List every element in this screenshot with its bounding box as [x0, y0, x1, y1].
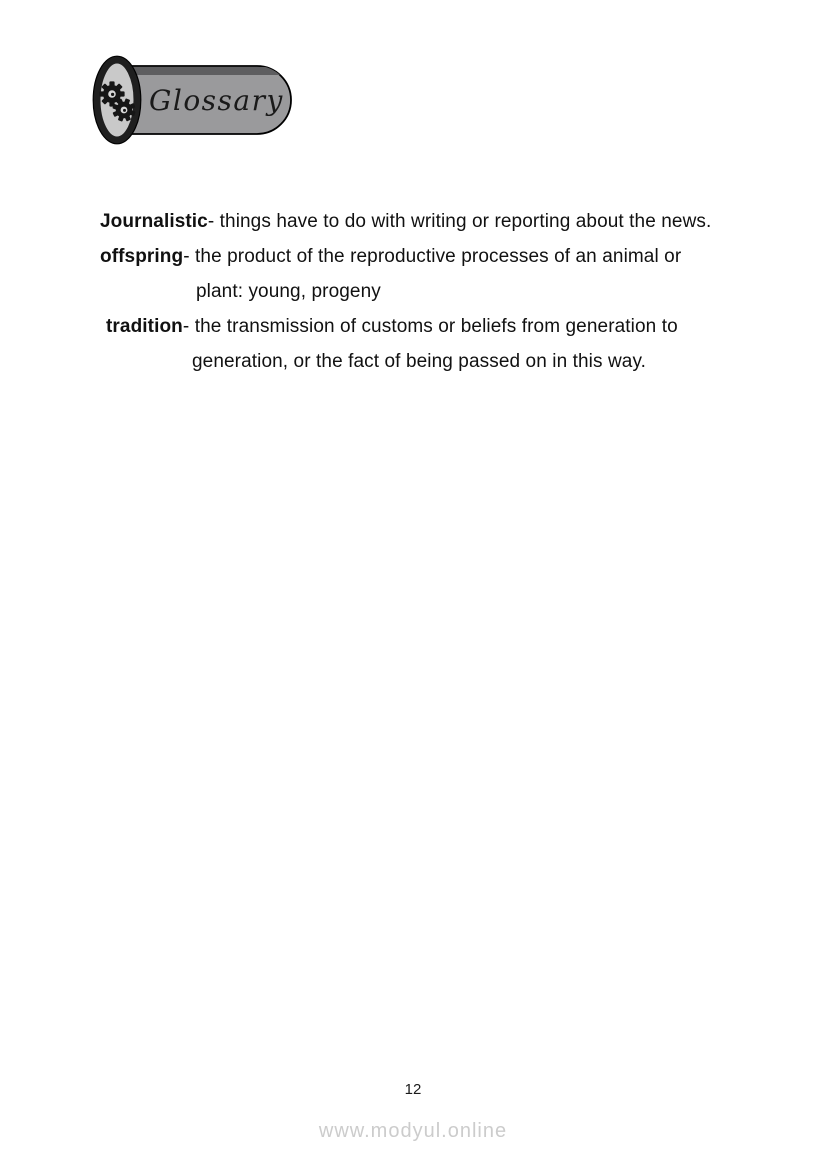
glossary-term: offspring [100, 246, 184, 267]
glossary-line [100, 274, 760, 309]
glossary-line [100, 309, 760, 344]
glossary-term: Journalistic [100, 211, 208, 232]
banner-title: Glossary [149, 84, 284, 117]
watermark: www.modyul.online [318, 1120, 508, 1142]
glossary-definition: - the product of the reproductive processes of an animal or [183, 246, 682, 267]
glossary-line [100, 344, 760, 379]
glossary-list [100, 204, 760, 379]
glossary-banner [85, 53, 307, 151]
glossary-definition: - the transmission of customs or beliefs from generation to [182, 316, 678, 337]
glossary-definition: generation, or the fact of being passed on in this way. [192, 351, 647, 372]
banner-top-band [117, 67, 291, 75]
glossary-term: tradition [106, 316, 183, 337]
glossary-definition: - things have to do with writing or reporting about the news. [207, 211, 712, 232]
glossary-line [100, 204, 760, 239]
page-number: 12 [404, 1081, 422, 1098]
glossary-definition: plant: young, progeny [196, 281, 381, 302]
glossary-line [100, 239, 760, 274]
